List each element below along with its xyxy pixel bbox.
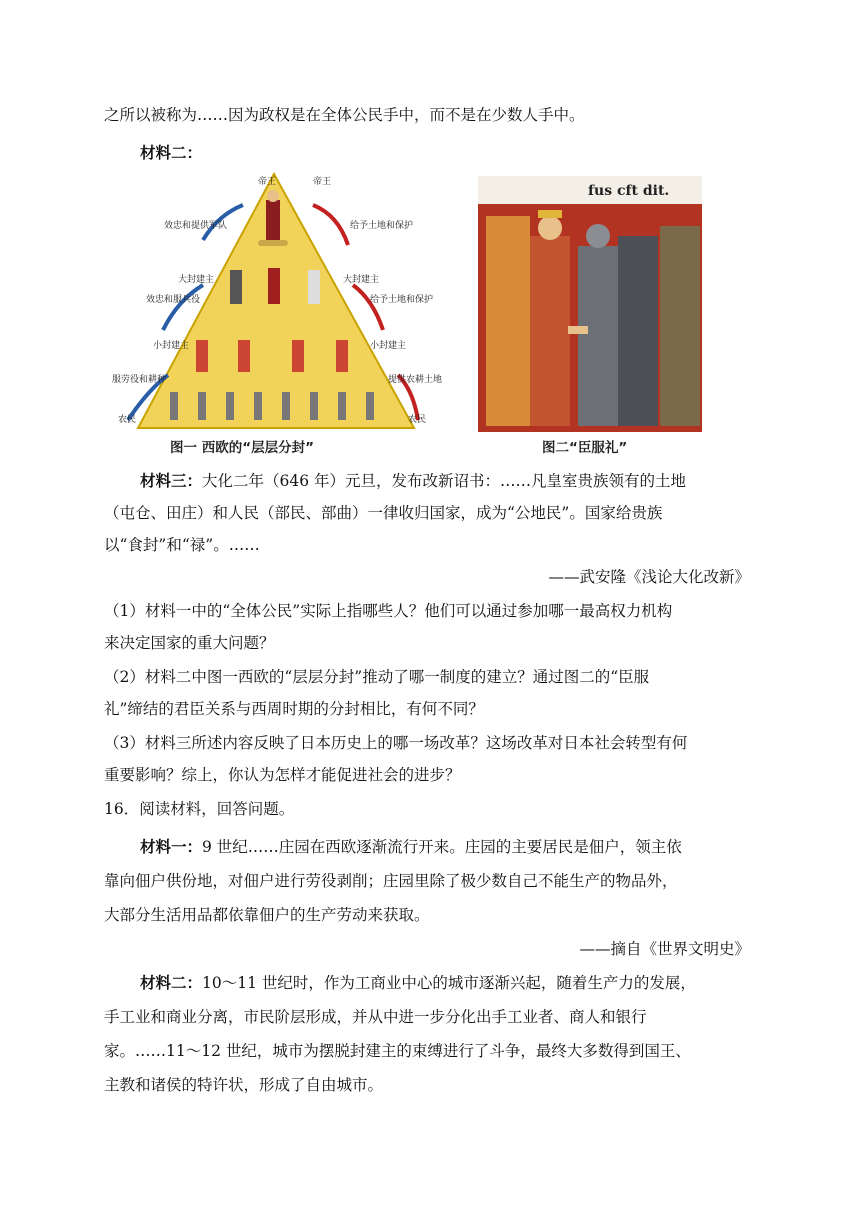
q16-material1-line-2: 靠向佃户供份地，对佃户进行劳役剥削；庄园里除了极少数自己不能生产的物品外，: [104, 872, 678, 890]
question1-line-1: （1）材料一中的“全体公民”实际上指哪些人？他们可以通过参加哪一最高权力机构: [104, 602, 673, 620]
material3-line-2: （屯仓、田庄）和人民（部民、部曲）一律收归国家，成为“公地民”。国家给贵族: [104, 504, 663, 522]
left-label-2: 效忠和服兵役: [146, 295, 201, 305]
q16-material1-source: ——摘自《世界文明史》: [579, 940, 750, 958]
q16-material1-text-1: 9 世纪……庄园在西欧逐渐流行开来。庄园的主要居民是佃户，领主依: [202, 838, 682, 856]
tier-lesser-lord-left: 小封建主: [153, 341, 190, 351]
question1-line-2: 来决定国家的重大问题？: [104, 634, 275, 652]
material3-source: ——武安隆《浅论大化改新》: [548, 568, 750, 586]
q16-material2-line-1: [140, 972, 760, 994]
tier-emperor-right: 帝王: [313, 177, 332, 187]
q16-material2-line-2: 手工业和商业分离，市民阶层形成，并从中进一步分化出手工业者、商人和银行: [104, 1008, 647, 1026]
right-label-3: 提供农耕土地: [388, 375, 443, 385]
q16-material1-line-1: [140, 836, 760, 858]
q16-material2-line-4: 主教和诸侯的特许状，形成了自由城市。: [104, 1076, 384, 1094]
tier-great-lord-left: 大封建主: [178, 275, 215, 285]
right-label-2: 给予土地和保护: [370, 295, 434, 305]
tier-peasant-left: 农民: [118, 415, 137, 425]
question3-line-2: 重要影响？综上，你认为怎样才能促进社会的进步？: [104, 766, 461, 784]
q16-material1-label: 材料一：: [140, 837, 203, 856]
figure1-pyramid-diagram: [108, 170, 450, 432]
painting-banner-text: fus cft dit.: [588, 183, 670, 199]
q16-material2-label: 材料二：: [140, 973, 203, 992]
material3-line-3: 以“食封”和“禄”。……: [104, 536, 260, 554]
left-label-3: 服劳役和耕种: [112, 375, 167, 385]
figure2-homage-painting: [478, 176, 702, 432]
material3-text-1: 大化二年（646 年）元旦，发布改新诏书：……凡皇室贵族领有的土地: [202, 472, 687, 490]
left-label-1: 效忠和提供军队: [164, 221, 228, 231]
figure2-caption: 图二“臣服礼”: [542, 440, 628, 456]
question2-line-2: 礼”缔结的君臣关系与西周时期的分封相比，有何不同？: [104, 700, 484, 718]
question3-line-1: （3）材料三所述内容反映了日本历史上的哪一场改革？这场改革对日本社会转型有何: [104, 734, 688, 752]
material3-label: 材料三：: [140, 471, 203, 490]
right-label-1: 给予土地和保护: [350, 221, 414, 231]
figure1-caption: 图一 西欧的“层层分封”: [170, 440, 314, 456]
tier-lesser-lord-right: 小封建主: [370, 341, 407, 351]
intro-text-line: 之所以被称为……因为政权是在全体公民手中，而不是在少数人手中。: [104, 106, 585, 124]
tier-emperor-left: 帝王: [258, 177, 277, 187]
material2-label: 材料二：: [140, 143, 203, 162]
tier-great-lord-right: 大封建主: [343, 275, 380, 285]
question2-line-1: （2）材料二中图一西欧的“层层分封”推动了哪一制度的建立？通过图二的“臣服: [104, 668, 650, 686]
q16-material2-text-1: 10～11 世纪时，作为工商业中心的城市逐渐兴起，随着生产力的发展，: [202, 974, 696, 992]
q16-material1-line-3: 大部分生活用品都依靠佃户的生产劳动来获取。: [104, 906, 430, 924]
question16-title: 16．阅读材料，回答问题。: [104, 800, 295, 818]
tier-peasant-right: 农民: [408, 415, 427, 425]
q16-material2-line-3: 家。……11～12 世纪，城市为摆脱封建主的束缚进行了斗争，最终大多数得到国王、: [104, 1042, 691, 1060]
material3-line-1: [140, 470, 760, 492]
